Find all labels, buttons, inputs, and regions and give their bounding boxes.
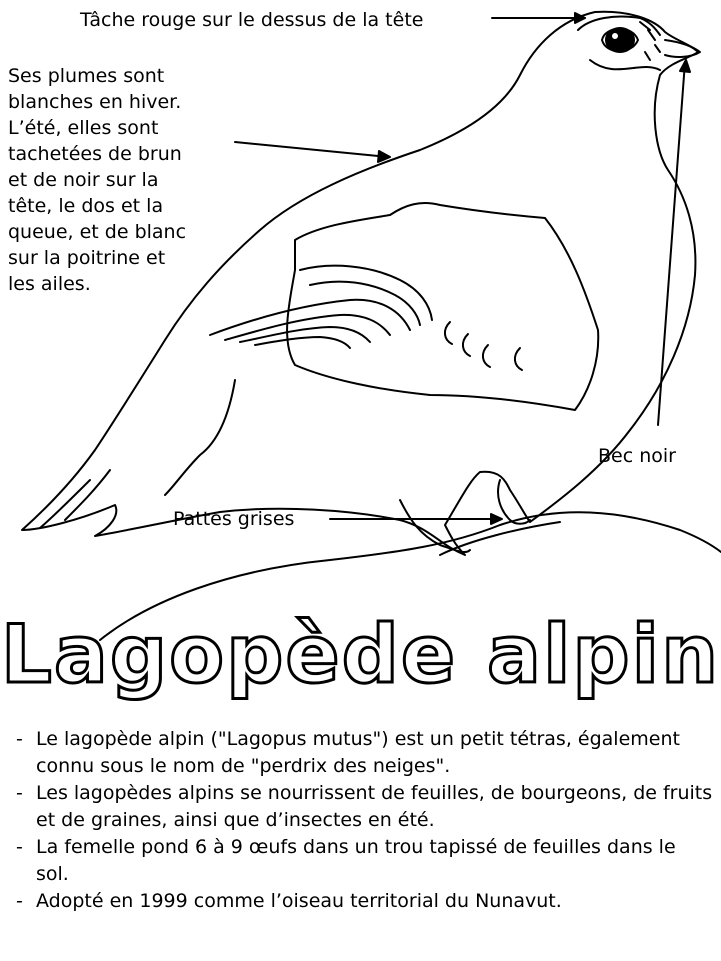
fact-item: - Les lagopèdes alpins se nourrissent de feuilles, de bourgeons, de fruits et de graines, ainsi que d’insectes en été. — [14, 780, 714, 834]
page-title: Lagopède alpin — [0, 608, 721, 701]
fact-item: - Le lagopède alpin ("Lagopus mutus") est un petit tétras, également connu sous le nom de "perdrix des neiges". — [14, 726, 714, 780]
wing-feather-4 — [255, 337, 350, 348]
face-feathers — [640, 22, 660, 60]
feathers-label-line: blanches en hiver. — [8, 91, 182, 113]
back-patch — [287, 203, 598, 410]
facts-list — [14, 726, 714, 915]
feathers-label-line: les ailes. — [8, 273, 91, 295]
feathers-label-line: sur la poitrine et — [8, 247, 166, 269]
legs-label: Pattes grises — [173, 508, 295, 530]
eye-highlight — [612, 33, 618, 39]
fact-item: - Adopté en 1999 comme l’oiseau territorial du Nunavut. — [14, 888, 714, 915]
feathers-label-line: tachetées de brun — [8, 143, 182, 165]
feathers-label-line: et de noir sur la — [8, 169, 159, 191]
feathers-label — [8, 63, 233, 297]
neck-line — [590, 60, 660, 70]
wing-feather-5 — [300, 266, 432, 320]
wing-detail-3 — [483, 345, 490, 367]
wing-detail-4 — [515, 348, 522, 370]
feathers-label-line: queue, et de blanc — [8, 221, 187, 243]
wing-detail-2 — [463, 334, 470, 356]
feathers-arrow — [235, 142, 388, 157]
head-patch-label: Tâche rouge sur le dessus de la tête — [80, 9, 424, 31]
legs-arrowhead — [491, 514, 502, 524]
belly-line — [165, 380, 235, 495]
wing-feather-1 — [210, 300, 410, 335]
feathers-label-line: L’été, elles sont — [8, 117, 159, 139]
beak-label: Bec noir — [598, 445, 676, 467]
beak-arrowhead — [680, 60, 690, 72]
fact-item: - La femelle pond 6 à 9 œufs dans un trou tapissé de feuilles dans le sol. — [14, 834, 714, 888]
wing-feather-3 — [240, 327, 370, 342]
wing-detail-1 — [445, 322, 452, 344]
feathers-label-line: Ses plumes sont — [8, 65, 165, 87]
feathers-label-line: tête, le dos et la — [8, 195, 164, 217]
beak-arrow — [658, 62, 685, 425]
